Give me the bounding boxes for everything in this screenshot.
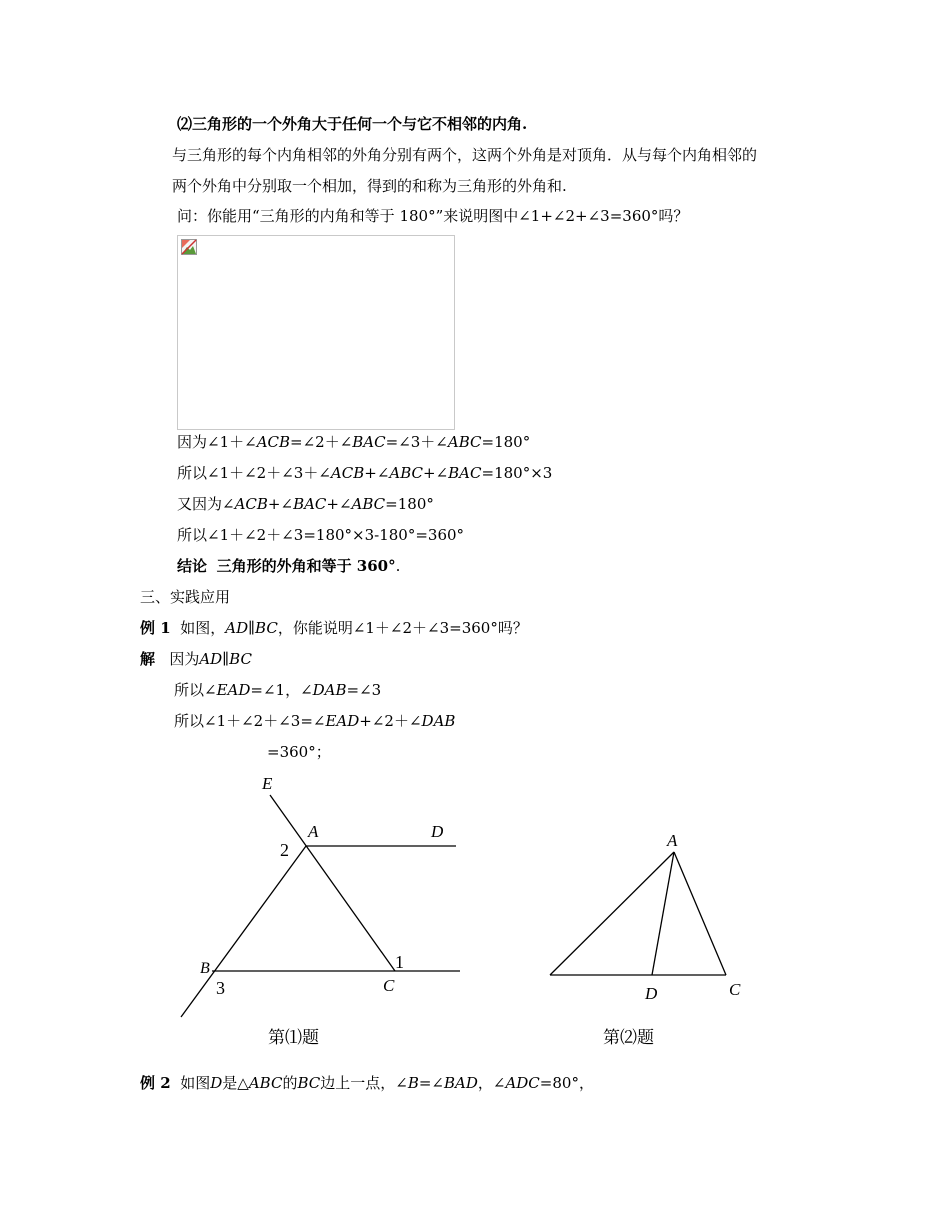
- paragraph-line-2: 两个外角中分别取一个相加，得到的和称为三角形的外角和.: [172, 177, 567, 195]
- line-ac: [674, 852, 726, 975]
- solution-line-3: 所以∠1＋∠2＋∠3=∠EAD+∠2＋∠DAB: [174, 712, 456, 730]
- figure-1-caption: 第⑴题: [268, 1028, 319, 1048]
- proof-line-1: 因为∠1＋∠ACB=∠2＋∠BAC=∠3＋∠ABC=180°: [177, 433, 531, 451]
- image-placeholder: [177, 235, 455, 430]
- label-a: A: [308, 822, 319, 841]
- figure-2-caption: 第⑵题: [603, 1028, 654, 1048]
- example-2-statement: 例 2 如图D是△ABC的BC边上一点，∠B=∠BAD，∠ADC=80°，: [140, 1074, 594, 1092]
- line-e-to-c: [270, 795, 395, 971]
- label-c: C: [383, 976, 395, 995]
- example-2-label: 例 2: [140, 1074, 171, 1092]
- label-angle-3: 3: [216, 978, 225, 998]
- proof-line-4: 所以∠1＋∠2＋∠3=180°×3-180°=360°: [177, 526, 465, 544]
- broken-image-icon: [181, 239, 197, 255]
- label-a: A: [667, 831, 678, 850]
- label-d: D: [645, 984, 658, 1003]
- figure-2: [540, 825, 750, 1010]
- solution-label: 解: [140, 650, 156, 668]
- proof-line-2: 所以∠1＋∠2＋∠3＋∠ACB+∠ABC+∠BAC=180°×3: [177, 464, 553, 482]
- property-2-heading: [177, 115, 527, 133]
- example-1-statement: 例 1 如图，AD∥BC，你能说明∠1＋∠2＋∠3=360°吗？: [140, 619, 528, 637]
- label-e: E: [262, 774, 273, 793]
- figure-1: [170, 765, 480, 1025]
- label-d: D: [431, 822, 444, 841]
- proof-line-3: 又因为∠ACB+∠BAC+∠ABC=180°: [177, 495, 434, 513]
- conclusion-text: 三角形的外角和等于 360°: [216, 557, 396, 575]
- solution-line-4: =360°；: [267, 743, 331, 761]
- solution-line-2: 所以∠EAD=∠1，∠DAB=∠3: [174, 681, 382, 699]
- conclusion-line: 结论 三角形的外角和等于 360°.: [177, 557, 401, 575]
- label-b: B: [200, 960, 210, 977]
- label-angle-2: 2: [280, 840, 289, 860]
- item-number: ⑵: [177, 115, 193, 133]
- example-1-label: 例 1: [140, 619, 171, 637]
- line-b-to-a-extended: [181, 846, 306, 1017]
- section-3-title: 三、实践应用: [140, 588, 231, 606]
- paragraph-line-1: 与三角形的每个内角相邻的外角分别有两个，这两个外角是对顶角．从与每个内角相邻的: [172, 146, 758, 164]
- solution-line-1: 解 因为AD∥BC: [140, 650, 252, 668]
- label-c: C: [729, 980, 741, 999]
- label-angle-1: 1: [395, 952, 404, 972]
- property-2-text: 三角形的一个外角大于任何一个与它不相邻的内角.: [192, 115, 528, 133]
- question-line: 问：你能用“三角形的内角和等于 180°”来说明图中∠1+∠2+∠3=360°吗？: [177, 207, 689, 225]
- conclusion-label: 结论: [177, 557, 208, 575]
